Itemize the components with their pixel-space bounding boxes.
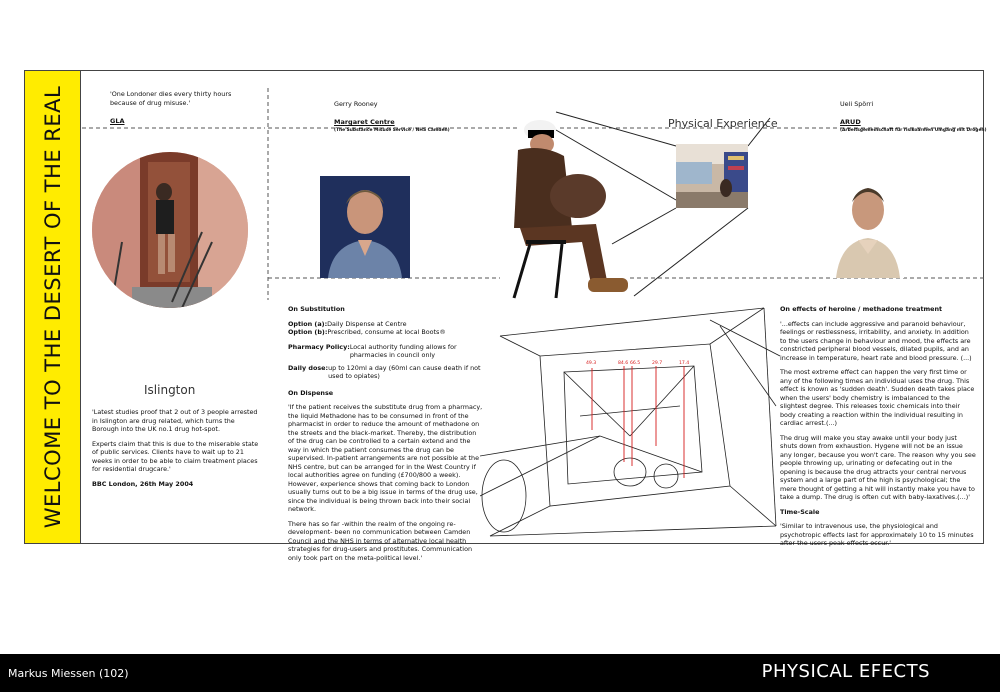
seated-man-photo bbox=[496, 116, 636, 300]
islington-doorway-photo bbox=[92, 152, 248, 308]
gerry-org: Margaret Centre bbox=[334, 118, 395, 126]
option-b-text: Prescribed, consume at local Boots® bbox=[327, 328, 446, 337]
top-quote: 'One Londoner dies every thirty hours because of drug misuse.' bbox=[110, 90, 232, 107]
option-a-row bbox=[288, 320, 484, 329]
pharmacy-interior-photo bbox=[676, 144, 748, 208]
diagram-label-1: 49.3 bbox=[586, 361, 597, 366]
timescale-heading: Time-Scale bbox=[780, 507, 820, 516]
ueli-org-sub: (Arbeitsgemeinschaft für risikoarmen Umgang mit Drogen) bbox=[840, 128, 987, 133]
source-gla: GLA bbox=[110, 117, 125, 125]
islington-paragraph-2: Experts claim that this is due to the miserable state of public services. Clients have to wait up to 21 weeks in order to be able to claim treatment places for residential drugcare.' bbox=[92, 439, 259, 474]
portrait-illustration bbox=[832, 176, 904, 278]
daily-dose-text: up to 120ml a day (60ml can cause death if not used to opiates) bbox=[328, 363, 481, 381]
pharmacy-text: Local authority funding allows for pharmacies in council only bbox=[349, 342, 457, 360]
gerry-rooney-photo bbox=[320, 176, 410, 278]
portrait-illustration bbox=[320, 176, 410, 278]
islington-paragraph-1: 'Latest studies proof that 2 out of 3 people arrested in Islington are drug related, which turns the Borough into the UK no.1 drug hot-spot. bbox=[92, 408, 258, 434]
dispense-heading: On Dispense bbox=[288, 388, 334, 397]
option-b-row bbox=[288, 328, 484, 337]
diagram-label-3: 66.5 bbox=[630, 361, 641, 366]
option-a-text: Daily Dispense at Centre bbox=[327, 319, 407, 328]
place-heading: Islington bbox=[144, 383, 196, 397]
middle-text-block bbox=[288, 305, 484, 568]
effects-paragraph-1: '...effects can include aggressive and paranoid behaviour, feelings or restlessness, irritability, and anxiety. In addition to the users change in behaviour and mood, the effects are constricted peripheral blood vessels, dilated pupils, and an increase in temperature, heart rate and blood pressure. (...) bbox=[780, 319, 972, 362]
islington-source: BBC London, 26th May 2004 bbox=[92, 479, 194, 488]
dispense-paragraph-1: 'If the patient receives the substitute drug from a pharmacy, the liquid Methadone has to be consumed in front of the pharmacist in order to reduce the amount of methadone on the streets and the black-market. Thereby, the distribution of the drug can be controlled to a certain extend and the way in which the patient consumes the drug can be supervised. In-patient arrangements are not possible at the NHS centre, but can be arranged for in the West Country if local authorities agree on funding (£700/800 a week). However, experience shows that coming back to London usually turns out to be a big issue in terms of the drug use, since the individual is being thrown back into their social network. bbox=[288, 403, 483, 514]
ueli-name: Ueli Spörri bbox=[840, 100, 874, 108]
figure-illustration bbox=[496, 116, 636, 300]
sidebar-title: WELCOME TO THE DESERT OF THE REAL bbox=[41, 85, 65, 529]
right-text-block bbox=[780, 305, 976, 554]
effects-paragraph-2: The most extreme effect can happen the very first time or any of the following times an individual uses the drug. This effect is known as 'sudden death'. Sudden death takes place when the users' body chemistry is imbalanced to the slightest degree. This releases toxic chemicals into their body creating a reaction within the individual resulting in cardiac arrest.(...) bbox=[780, 368, 975, 428]
footer-bar bbox=[0, 654, 1000, 692]
photo-illustration bbox=[92, 152, 248, 308]
interior-illustration bbox=[676, 144, 748, 208]
timescale-text: 'Similar to intravenous use, the physiological and psychotropic effects last for approximately 10 to 15 minutes after the users peak effects occur.' bbox=[780, 522, 974, 548]
gerry-org-sub: (The Substance Misuse Service / NHS Camden) bbox=[334, 128, 450, 133]
diagram-label-5: 17.4 bbox=[679, 361, 690, 366]
effects-paragraph-3: The drug will make you stay awake until your body just shuts down from exhaustion. Hygene will not be an issue any longer, because you won't care. The reason why you see people throwing up, urinating or defecating out in the opening is because the drug attracts your central nervous system and a large part of the high is psychological; the mere thought of getting a hit will instantly make you have to take a dump. The drug is often cut with baby-laxatives.(...)' bbox=[780, 433, 976, 502]
daily-dose-label: Daily dose: bbox=[288, 363, 329, 372]
physical-experience-label: Physical Experience bbox=[668, 117, 778, 130]
ueli-sporri-photo bbox=[832, 176, 904, 278]
diagram-label-4: 29.7 bbox=[652, 361, 663, 366]
substitution-heading: On Substitution bbox=[288, 305, 345, 313]
section-title: PHYSICAL EFECTS bbox=[761, 661, 930, 682]
pharmacy-row bbox=[288, 343, 484, 360]
ueli-org: ARUD bbox=[840, 118, 861, 126]
option-b-label: Option (b): bbox=[288, 328, 328, 337]
option-a-label: Option (a): bbox=[288, 319, 328, 328]
effects-heading: On effects of heroine / methadone treatment bbox=[780, 305, 943, 313]
perspective-diagram bbox=[480, 296, 780, 546]
daily-dose-row bbox=[288, 364, 484, 381]
left-text-block bbox=[92, 408, 260, 494]
gerry-name: Gerry Rooney bbox=[334, 100, 378, 108]
dispense-paragraph-2: There has so far -within the realm of the ongoing re-development- been no communication between Camden Council and the NHS in terms of alternative local health strategies for drug-users and prostitutes. Communication only took part on the meta-political level.' bbox=[288, 519, 473, 562]
diagram-label-2: 84.6 bbox=[618, 361, 629, 366]
author-label: Markus Miessen (102) bbox=[8, 667, 129, 680]
pharmacy-label: Pharmacy Policy: bbox=[288, 342, 350, 351]
